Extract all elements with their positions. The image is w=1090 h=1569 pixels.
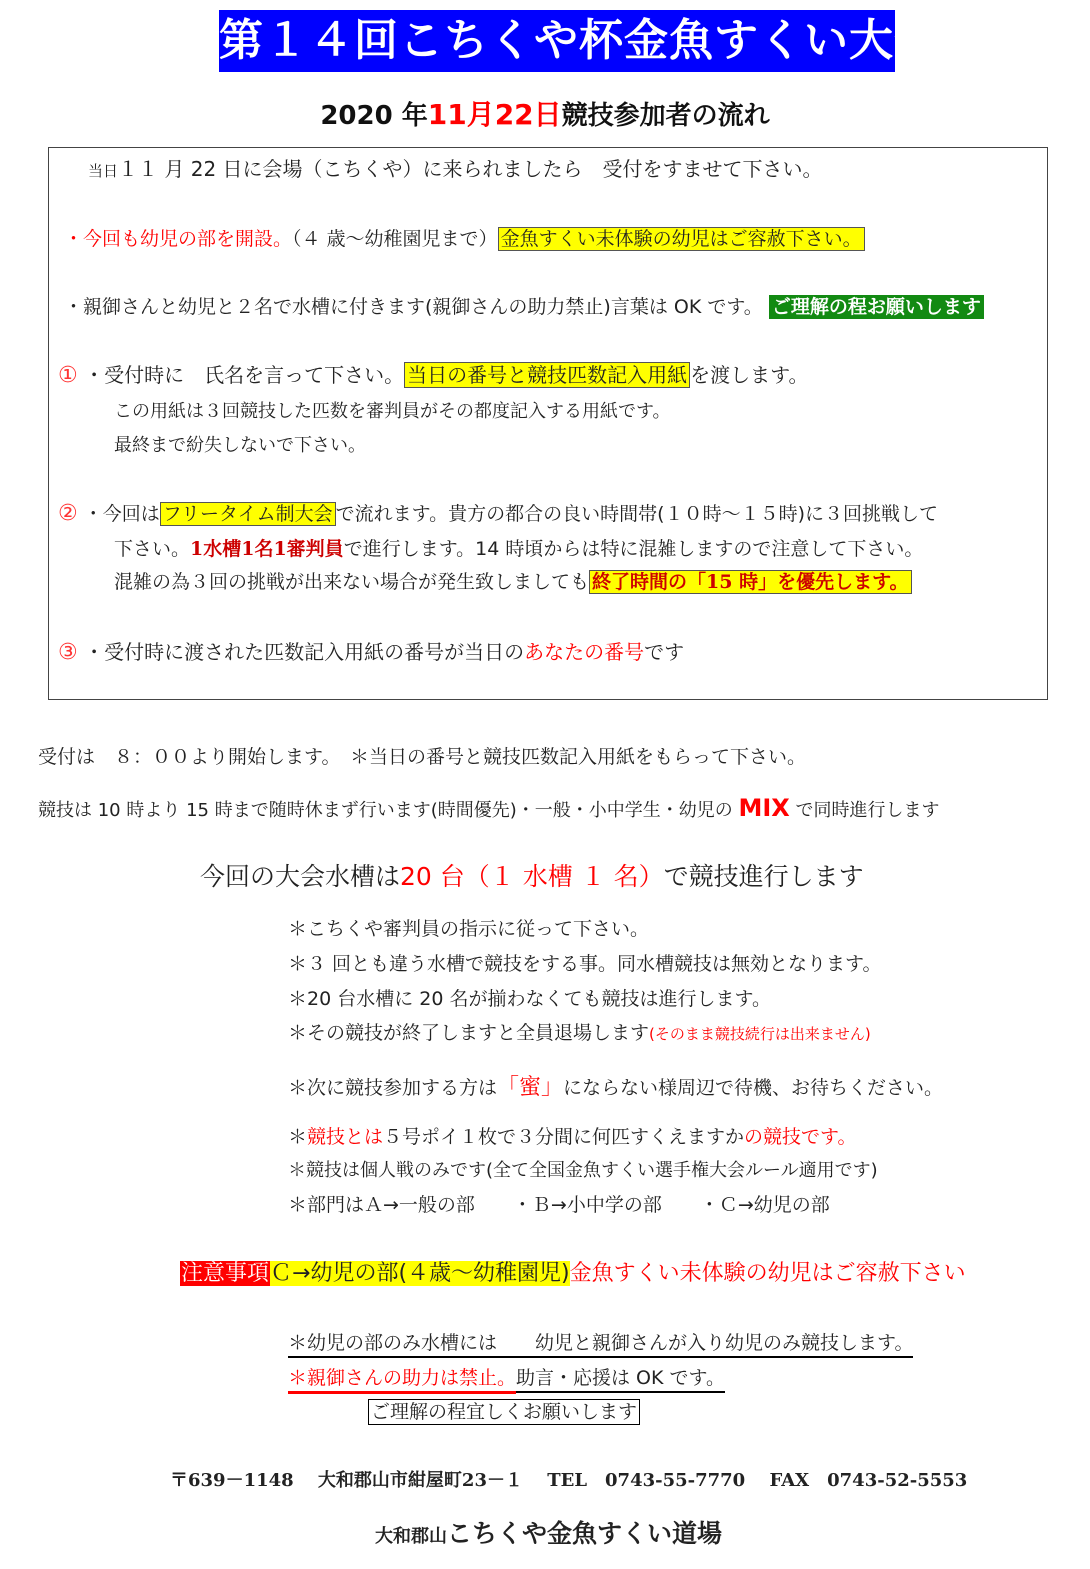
notice-line: 注意事項Ｃ→幼児の部(４歳～幼稚園児)金魚すくい未体験の幼児はご容赦下さい [181,1261,966,1286]
step-2-highlight: フリータイム制大会 [160,502,336,526]
tank-info: 今回の大会水槽は20 台（１ 水槽 １ 名）で競技進行します [200,862,864,891]
rule-3: ＊20 台水槽に 20 名が揃わなくても競技は進行します。 [288,988,771,1010]
notice-division: Ｃ→幼児の部(４歳～幼稚園児) [270,1261,570,1286]
page-title: 第１４回こちくや杯金魚すくい大会 [219,10,895,72]
toddler-notice-highlight: 金魚すくい未体験の幼児はご容赦下さい。 [498,227,865,251]
step-3-number: ③ [58,640,78,665]
rule-6: ＊競技とは５号ポイ１枚で３分間に何匹すくえますかの競技です。 [288,1126,857,1148]
arrival-line: 当日１１ 月 22 日に会場（こちくや）に来られましたら 受付をすませて下さい。 [88,157,823,181]
reception-info: 受付は ８：００より開始します。 ＊当日の番号と競技匹数記入用紙をもらって下さい。 [38,746,806,768]
step-2-line-2: 下さい。1水槽1名1審判員で進行します。14 時頃からは特に混雑しますので注意して下さい。 [114,538,924,560]
subtitle-date: 11月22日 [427,98,562,131]
step-3-line: ③ ・受付時に渡された匹数記入用紙の番号が当日のあなたの番号です [58,640,685,665]
rule-1: ＊こちくや審判員の指示に従って下さい。 [288,918,650,940]
step-2-end-time-highlight: 終了時間の「15 時」を優先します。 [589,570,912,594]
notice-label: 注意事項 [181,1261,270,1286]
toddler-rule-2: ＊親御さんの助力は禁止。助言・応援は OK です。 [288,1363,725,1390]
step-1-line-1: ① ・受付時に 氏名を言って下さい。 当日の番号と競技匹数記入用紙 を渡します。 [58,363,809,388]
toddler-rule-3: ご理解の程宜しくお願いします [368,1397,640,1424]
step-1-highlight: 当日の番号と競技匹数記入用紙 [404,362,690,388]
rule-4: ＊その競技が終了しますと全員退場します(そのまま競技続行は出来ません) [288,1022,871,1044]
step-1-line-2: この用紙は３回競技した匹数を審判員がその都度記入する用紙です。 [114,401,671,422]
step-2-line-3: 混雑の為３回の挑戦が出来ない場合が発生致しましても 終了時間の「15 時」を優先します。 [114,567,912,594]
rule-2: ＊３ 回とも違う水槽で競技をする事。同水槽競技は無効となります。 [288,953,882,975]
toddler-rule-1: ＊幼児の部のみ水槽には 幼児と親御さんが入り幼児のみ競技します。 [288,1328,913,1355]
step-2-number: ② [58,501,78,526]
rule-5: ＊次に競技参加する方は「蜜」にならない様周辺で待機、お待ちください。 [288,1075,944,1100]
step-2-line-1: ② ・今回は フリータイム制大会 で流れます。貴方の都合の良い時間帯(１０時～１５時)に３回挑戦して [58,501,938,526]
page-subtitle [0,93,1090,133]
toddler-division-line: ・今回も幼児の部を開設。（４ 歳～幼稚園児まで） 金魚すくい未体験の幼児はご容赦下さい。 [64,224,865,251]
parent-line: ・親御さんと幼児と２名で水槽に付きます(親御さんの助力禁止)言葉は OK です。 ご理解の程お願いします [64,292,984,319]
step-1-line-3: 最終まで紛失しないで下さい。 [114,435,366,456]
rule-7: ＊競技は個人戦のみです(全て全国金魚すくい選手権大会ルール適用です) [288,1160,878,1181]
step-1-number: ① [58,363,78,388]
competition-info: 競技は 10 時より 15 時まで随時休まず行います(時間優先)・一般・小中学生・幼児の MIX で同時進行します [38,794,940,822]
mix-label: MIX [738,794,790,822]
footer-address: 〒639－1148 大和郡山市紺屋町23－１ TEL 0743-55-7770 FAX 0743-52-5553 [170,1470,968,1491]
subtitle-suffix: 競技参加者の流れ [561,101,770,131]
understanding-badge: ご理解の程お願いします [769,295,984,319]
rule-8: ＊部門はＡ→一般の部 ・Ｂ→小中学の部 ・Ｃ→幼児の部 [288,1194,830,1216]
subtitle-year: 2020 年 [320,101,428,131]
footer-organization: 大和郡山こちくや金魚すくい道場 [375,1519,723,1548]
